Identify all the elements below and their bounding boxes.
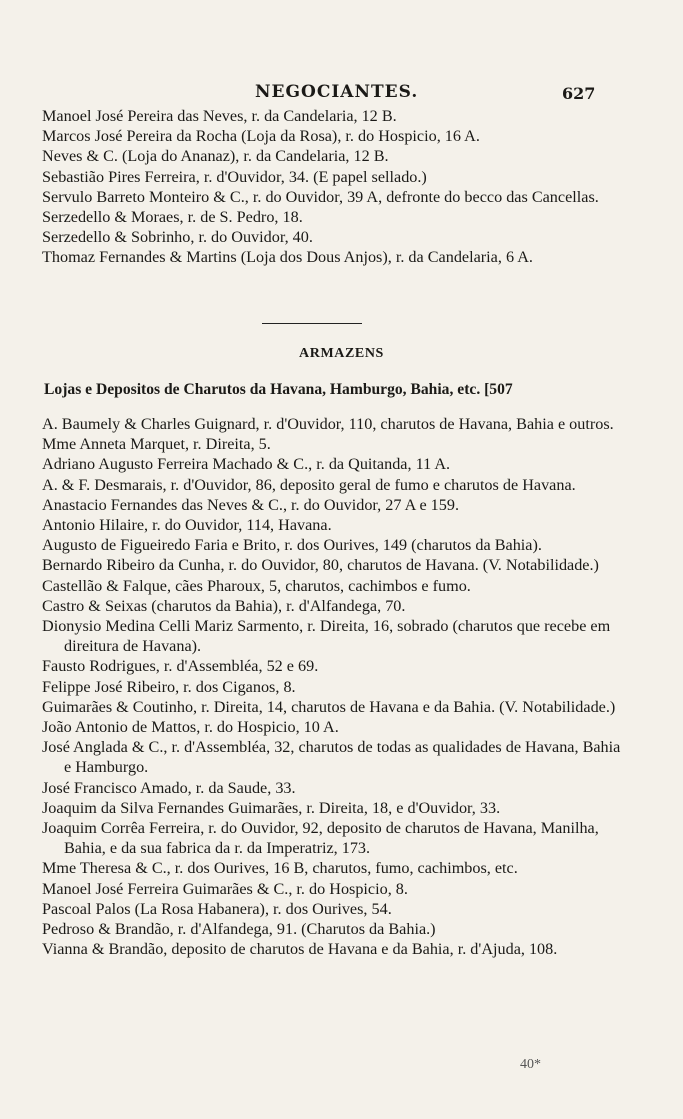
- armazens-heading: ARMAZENS: [299, 346, 384, 361]
- list-item: Mme Theresa & C., r. dos Ourives, 16 B, charutos, fumo, cachimbos, etc.: [42, 859, 518, 878]
- list-item: Serzedello & Sobrinho, r. do Ouvidor, 40.: [42, 228, 313, 247]
- list-item: Servulo Barreto Monteiro & C., r. do Ouvidor, 39 A, defronte do becco das Cancellas.: [42, 187, 599, 206]
- list-item: Dionysio Medina Celli Mariz Sarmento, r. Direita, 16, sobrado (charutos que recebe em direitura de Havana).: [42, 617, 611, 656]
- list-item: Felippe José Ribeiro, r. dos Ciganos, 8.: [42, 677, 296, 696]
- list-item: Marcos José Pereira da Rocha (Loja da Rosa), r. do Hospicio, 16 A.: [42, 127, 480, 146]
- list-item: Anastacio Fernandes das Neves & C., r. do Ouvidor, 27 A e 159.: [42, 495, 460, 514]
- list-item: Joaquim Corrêa Ferreira, r. do Ouvidor, 92, deposito de charutos de Havana, Manilha, Bahia, e da sua fabrica da r. da Imperatriz, 173.: [42, 819, 599, 858]
- list-item: Thomaz Fernandes & Martins (Loja dos Dous Anjos), r. da Candelaria, 6 A.: [42, 248, 533, 267]
- armazens-list: [42, 414, 622, 959]
- list-item: Sebastião Pires Ferreira, r. d'Ouvidor, 34. (E papel sellado.): [42, 167, 427, 186]
- list-item: Fausto Rodrigues, r. d'Assembléa, 52 e 69.: [42, 657, 319, 676]
- list-item: Augusto de Figueiredo Faria e Brito, r. dos Ourives, 149 (charutos da Bahia).: [42, 536, 542, 555]
- list-item: Castellão & Falque, cães Pharoux, 5, charutos, cachimbos e fumo.: [42, 576, 471, 595]
- negociantes-list: [42, 106, 622, 268]
- list-item: Manoel José Pereira das Neves, r. da Candelaria, 12 B.: [42, 107, 397, 125]
- signature-mark: 40*: [520, 1057, 541, 1072]
- list-item: A. & F. Desmarais, r. d'Ouvidor, 86, deposito geral de fumo e charutos de Havana.: [42, 475, 576, 494]
- list-item: Antonio Hilaire, r. do Ouvidor, 114, Havana.: [42, 516, 332, 535]
- list-item: Pedroso & Brandão, r. d'Alfandega, 91. (Charutos da Bahia.): [42, 920, 436, 939]
- list-item: Vianna & Brandão, deposito de charutos de Havana e da Bahia, r. d'Ajuda, 108.: [42, 940, 558, 959]
- list-item: A. Baumely & Charles Guignard, r. d'Ouvidor, 110, charutos de Havana, Bahia e outros.: [42, 415, 614, 433]
- list-item: João Antonio de Mattos, r. do Hospicio, 10 A.: [42, 718, 339, 737]
- armazens-subheading: Lojas e Depositos de Charutos da Havana, Hamburgo, Bahia, etc. [507: [44, 381, 513, 398]
- list-item: Pascoal Palos (La Rosa Habanera), r. dos Ourives, 54.: [42, 899, 392, 918]
- list-item: José Francisco Amado, r. da Saude, 33.: [42, 778, 296, 797]
- list-item: José Anglada & C., r. d'Assembléa, 32, charutos de todas as qualidades de Havana, Bahia e Hamburgo.: [42, 738, 621, 777]
- list-item: Serzedello & Moraes, r. de S. Pedro, 18.: [42, 208, 303, 227]
- list-item: Adriano Augusto Ferreira Machado & C., r. da Quitanda, 11 A.: [42, 455, 451, 474]
- running-head: [0, 82, 683, 106]
- list-item: Castro & Seixas (charutos da Bahia), r. d'Alfandega, 70.: [42, 596, 406, 615]
- section-divider: [262, 323, 362, 324]
- list-item: Mme Anneta Marquet, r. Direita, 5.: [42, 435, 271, 454]
- list-item: Joaquim da Silva Fernandes Guimarães, r. Direita, 18, e d'Ouvidor, 33.: [42, 798, 501, 817]
- list-item: Guimarães & Coutinho, r. Direita, 14, charutos de Havana e da Bahia. (V. Notabilidade.): [42, 697, 616, 716]
- section-title: NEGOCIANTES.: [255, 82, 419, 102]
- page-number: 627: [562, 84, 596, 103]
- list-item: Manoel José Ferreira Guimarães & C., r. do Hospicio, 8.: [42, 879, 408, 898]
- list-item: Bernardo Ribeiro da Cunha, r. do Ouvidor, 80, charutos de Havana. (V. Notabilidade.): [42, 556, 599, 575]
- list-item: Neves & C. (Loja do Ananaz), r. da Candelaria, 12 B.: [42, 147, 389, 166]
